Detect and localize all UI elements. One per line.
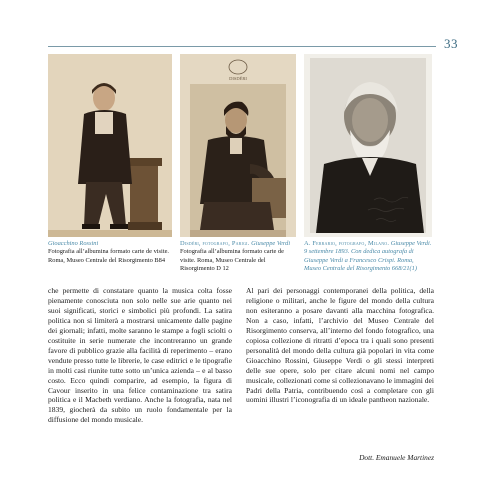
svg-text:DISDÉRI: DISDÉRI bbox=[229, 76, 247, 81]
author-signature: Dott. Emanuele Martinez bbox=[359, 453, 434, 462]
caption-verdi-disderi bbox=[180, 240, 296, 274]
body-paragraph: Al pari dei personaggi contemporanei della politica, della religione o militari, anche le figure del mondo della cultura non esiteranno a posare davanti alla macchina fotografica. Non a caso, infatti, l’archivio del Museo Centrale del Risorgimento conserva, all’interno del fondo fotografico, una copiosa collezione di ritratti d’epoca tra i quali sono presenti personalità del mondo della cultura già popolari in vita come Gioacchino Rossini, Giuseppe Verdi o gli stessi interpreti delle sue opere, solo per citare alcuni nomi nel campo musicale, collezionati come si collezionavano le immagini dei Padri della Patria, contribuendo così a completare con gli uomini illustri l’iconografia di un ideale pantheon nazionale. bbox=[246, 286, 434, 405]
caption-title: Giuseppe Verdi bbox=[251, 240, 291, 247]
caption-rossini bbox=[48, 240, 172, 265]
caption-text: Fotografia all’albumina formato carte de visite. Roma, Museo Centrale del Risorgimento B84 bbox=[48, 248, 170, 264]
caption-verdi-ferrario bbox=[304, 240, 432, 274]
page-number: 33 bbox=[444, 36, 458, 51]
caption-prefix: A. Ferrario, fotografo, Milano. bbox=[304, 240, 390, 247]
photo-verdi-disderi bbox=[180, 54, 296, 237]
caption-title: Giuseppe Verdi. bbox=[390, 240, 432, 247]
photo-rossini bbox=[48, 54, 172, 237]
photo-verdi-ferrario bbox=[304, 54, 432, 237]
body-paragraph: che permette di constatare quanto la musica colta fosse pienamente conosciuta non solo nelle sue arie quanto nei suoi significati, storici e simbolici più profondi. La satira politica non si limiterà a mostrarsi unicamente dalle pagine dei giornali; infatti, molte saranno le stampe a fogli sciolti o costituite in serie numerate che incontreranno un grande favore di pubblico grazie alla facilità di reperimento – erano vendute presso tutte le librerie, le case editrici e le tipografie in molti casi riunite tutte sotto un’unica azienda – e al basso costo. Ecco quindi comparire, ad esempio, la figura di Cavour inserito in una felice contaminazione tra satira politica e il Macbeth verdiano. Anche la fotografia, nata nel 1839, giocherà da subito un ruolo fondamentale per la diffusione del mondo musicale. bbox=[48, 286, 232, 425]
caption-prefix: Disdéri, fotografo, Parigi. bbox=[180, 240, 250, 247]
caption-text: Fotografia all’albumina formato carte de visite. Roma, Museo Centrale del Risorgimento D 12 bbox=[180, 248, 284, 273]
body-column-right bbox=[246, 286, 434, 405]
caption-title: Gioacchino Rossini bbox=[48, 240, 99, 247]
caption-text: 9 settembre 1893. Con dedica autografa di Giuseppe Verdi a Francesco Crispi. Roma, Museo Centrale del Risorgimento 668/21(1) bbox=[304, 248, 418, 273]
body-column-left bbox=[48, 286, 232, 425]
header-rule bbox=[48, 46, 436, 47]
